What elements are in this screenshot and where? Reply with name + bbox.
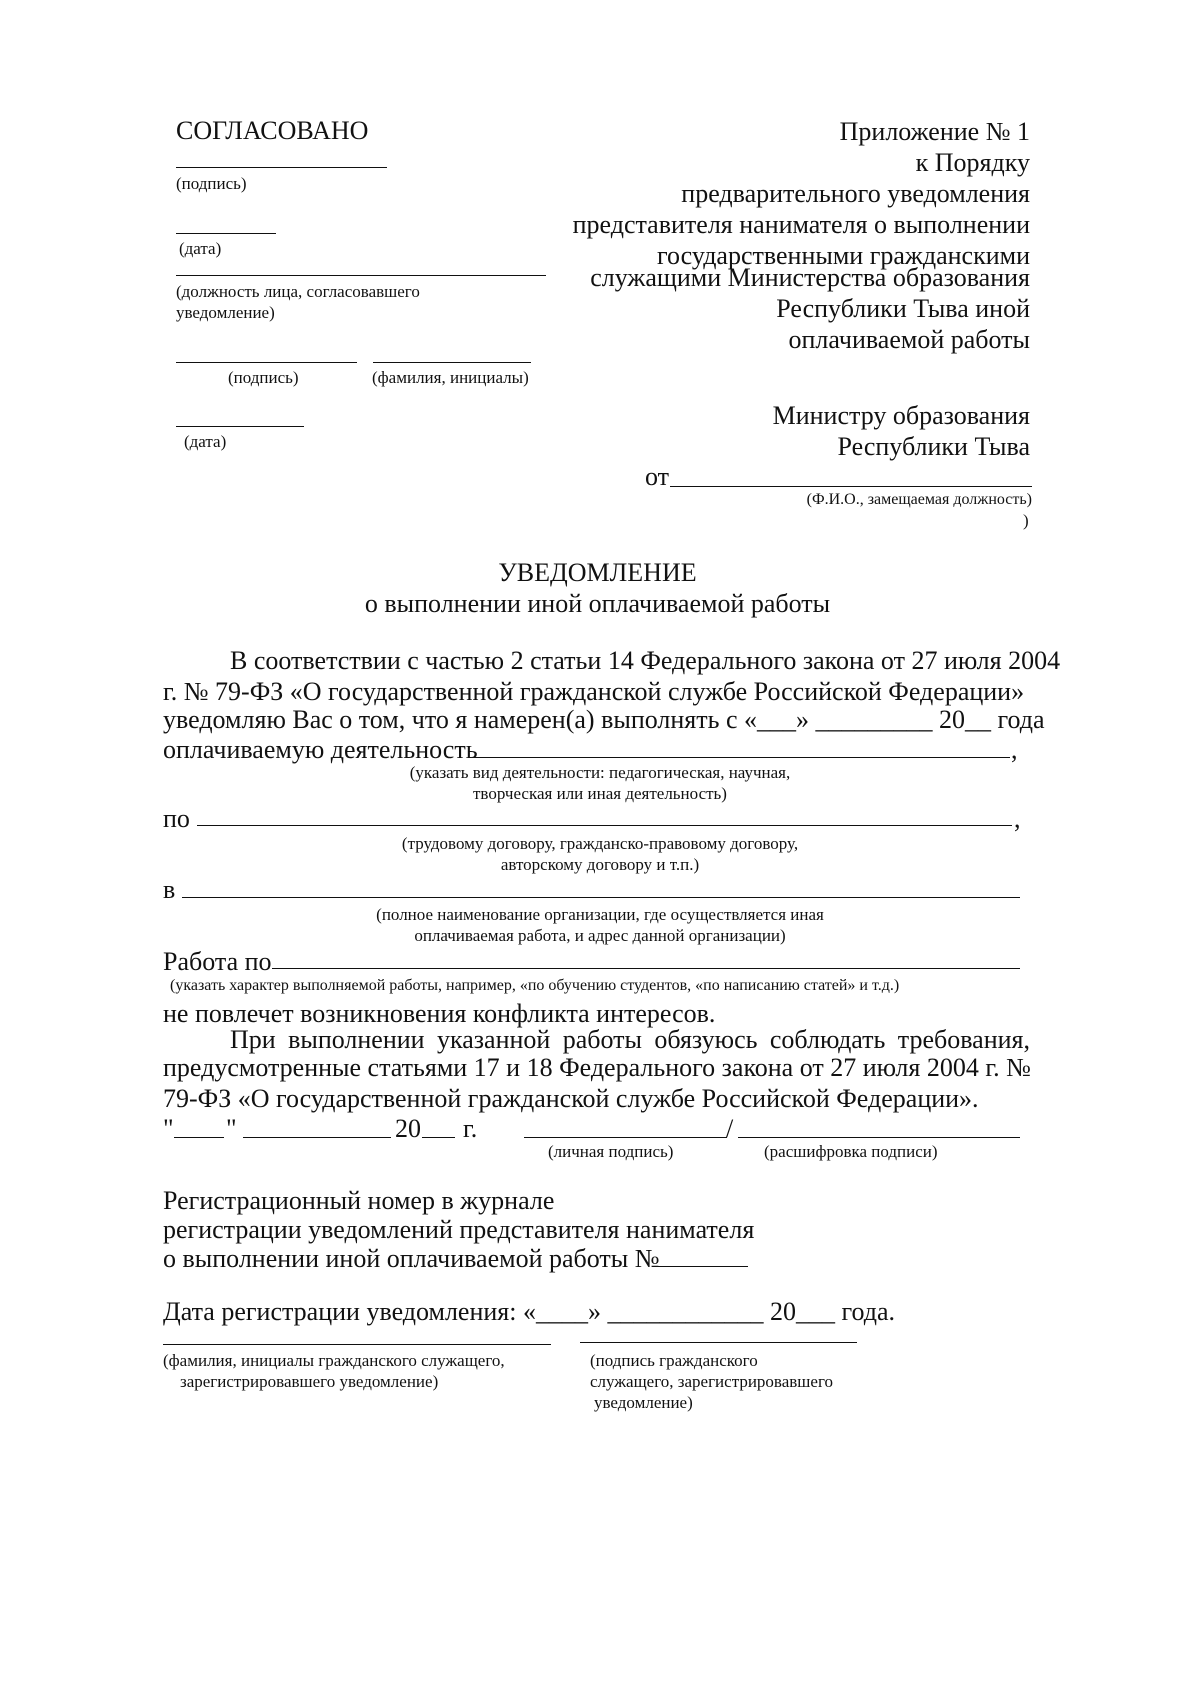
org-caption-2: оплачиваемая работа, и адрес данной организации) bbox=[414, 926, 786, 945]
date-year-line[interactable] bbox=[422, 1137, 455, 1138]
registration-line-1: Регистрационный номер в журнале bbox=[163, 1186, 555, 1215]
activity-line[interactable] bbox=[472, 757, 1010, 758]
appendix-line-3: предварительного уведомления bbox=[681, 179, 1030, 208]
signature-decode-caption: (расшифровка подписи) bbox=[764, 1142, 938, 1161]
registration-line-3: о выполнении иной оплачиваемой работы № bbox=[163, 1244, 660, 1273]
registrar-name-line[interactable] bbox=[163, 1344, 551, 1345]
personal-signature-line[interactable] bbox=[524, 1137, 727, 1138]
approval-date-caption: (дата) bbox=[179, 239, 222, 258]
signature-slash: / bbox=[726, 1114, 734, 1143]
activity-caption-1: (указать вид деятельности: педагогическая, научная, bbox=[409, 763, 791, 782]
org-line[interactable] bbox=[182, 897, 1020, 898]
appendix-line-4: представителя нанимателя о выполнении bbox=[572, 210, 1030, 239]
approval-heading: СОГЛАСОВАНО bbox=[176, 116, 369, 145]
document-subtitle: о выполнении иной оплачиваемой работы bbox=[364, 589, 831, 618]
contract-comma: , bbox=[1014, 804, 1021, 833]
date-year-suffix: г. bbox=[463, 1114, 478, 1143]
approval-signature-caption: (подпись) bbox=[176, 174, 247, 193]
registrar-name-caption-2: зарегистрировавшего уведомление) bbox=[180, 1372, 439, 1391]
approval-name-caption: (фамилия, инициалы) bbox=[372, 368, 529, 387]
date-year-prefix: 20 bbox=[395, 1114, 421, 1143]
approval-name-line[interactable] bbox=[373, 362, 531, 363]
activity-caption-2: творческая или иная деятельность) bbox=[473, 784, 727, 803]
signature-decode-line[interactable] bbox=[738, 1137, 1020, 1138]
contract-line[interactable] bbox=[197, 825, 1012, 826]
addressee-line-1: Министру образования bbox=[772, 401, 1030, 430]
body-para1-line3: уведомляю Вас о том, что я намерен(а) выполнять с «___» _________ 20__ года bbox=[163, 705, 1045, 734]
registrar-signature-line[interactable] bbox=[580, 1342, 857, 1343]
approval-signature-line[interactable] bbox=[176, 167, 387, 168]
registrar-signature-caption-2: служащего, зарегистрировавшего bbox=[590, 1372, 833, 1391]
document-title: УВЕДОМЛЕНИЕ bbox=[498, 558, 697, 587]
approval-signature-caption-2: (подпись) bbox=[228, 368, 299, 387]
body-para2-line1: При выполнении указанной работы обязуюсь соблюдать требования, bbox=[230, 1025, 1030, 1054]
from-closing-paren: ) bbox=[1023, 511, 1029, 530]
from-caption: (Ф.И.О., замещаемая должность) bbox=[806, 491, 1032, 508]
body-para2-line2: предусмотренные статьями 17 и 18 Федерального закона от 27 июля 2004 г. № bbox=[163, 1053, 1031, 1082]
appendix-line-7: Республики Тыва иной bbox=[776, 294, 1030, 323]
from-label: от bbox=[645, 462, 670, 491]
addressee-line-2: Республики Тыва bbox=[837, 432, 1030, 461]
personal-signature-caption: (личная подпись) bbox=[548, 1142, 674, 1161]
date-close-quote: " bbox=[226, 1114, 237, 1143]
approval-date-line-2[interactable] bbox=[176, 426, 304, 427]
activity-label: оплачиваемую деятельность bbox=[163, 735, 478, 764]
org-caption-1: (полное наименование организации, где осуществляется иная bbox=[376, 905, 824, 924]
registrar-signature-caption-1: (подпись гражданского bbox=[590, 1351, 758, 1370]
contract-label: по bbox=[163, 804, 190, 833]
contract-caption-2: авторскому договору и т.п.) bbox=[500, 855, 700, 874]
contract-caption-1: (трудовому договору, гражданско-правовому договору, bbox=[401, 834, 799, 853]
registration-date-line: Дата регистрации уведомления: «____» ____________ 20___ года. bbox=[163, 1297, 896, 1326]
activity-comma: , bbox=[1011, 735, 1018, 764]
approval-position-line[interactable] bbox=[176, 275, 546, 276]
body-para2-line3: 79-ФЗ «О государственной гражданской службе Российской Федерации». bbox=[163, 1084, 979, 1113]
registrar-name-caption-1: (фамилия, инициалы гражданского служащего, bbox=[163, 1351, 505, 1370]
work-label: Работа по bbox=[163, 947, 272, 976]
appendix-line-2: к Порядку bbox=[915, 148, 1030, 177]
registration-number-line[interactable] bbox=[652, 1266, 748, 1267]
org-label: в bbox=[163, 875, 176, 904]
approval-date-line[interactable] bbox=[176, 233, 276, 234]
approval-position-caption-2: уведомление) bbox=[176, 303, 275, 322]
approval-position-caption-1: (должность лица, согласовавшего bbox=[176, 282, 420, 301]
appendix-line-6: служащими Министерства образования bbox=[590, 263, 1030, 292]
body-para1-line1: В соответствии с частью 2 статьи 14 Федерального закона от 27 июля 2004 bbox=[230, 646, 1061, 675]
appendix-line-8: оплачиваемой работы bbox=[788, 325, 1030, 354]
body-para1-line2: г. № 79-ФЗ «О государственной гражданской службе Российской Федерации» bbox=[163, 677, 1025, 706]
registrar-signature-caption-3: уведомление) bbox=[594, 1393, 693, 1412]
appendix-line-1: Приложение № 1 bbox=[839, 117, 1030, 146]
approval-signature-line-2[interactable] bbox=[176, 362, 357, 363]
date-month-line[interactable] bbox=[243, 1137, 391, 1138]
work-line[interactable] bbox=[272, 968, 1020, 969]
date-day-line[interactable] bbox=[174, 1137, 224, 1138]
appendix-line-5: государственными гражданскими bbox=[656, 241, 1030, 270]
registration-line-2: регистрации уведомлений представителя нанимателя bbox=[163, 1215, 755, 1244]
from-name-line[interactable] bbox=[670, 486, 1032, 487]
work-caption: (указать характер выполняемой работы, например, «по обучению студентов, «по написанию статей» и т.д.) bbox=[170, 977, 900, 994]
no-conflict-text: не повлечет возникновения конфликта интересов. bbox=[163, 999, 716, 1028]
approval-date-caption-2: (дата) bbox=[184, 432, 227, 451]
date-open-quote: " bbox=[163, 1114, 174, 1143]
